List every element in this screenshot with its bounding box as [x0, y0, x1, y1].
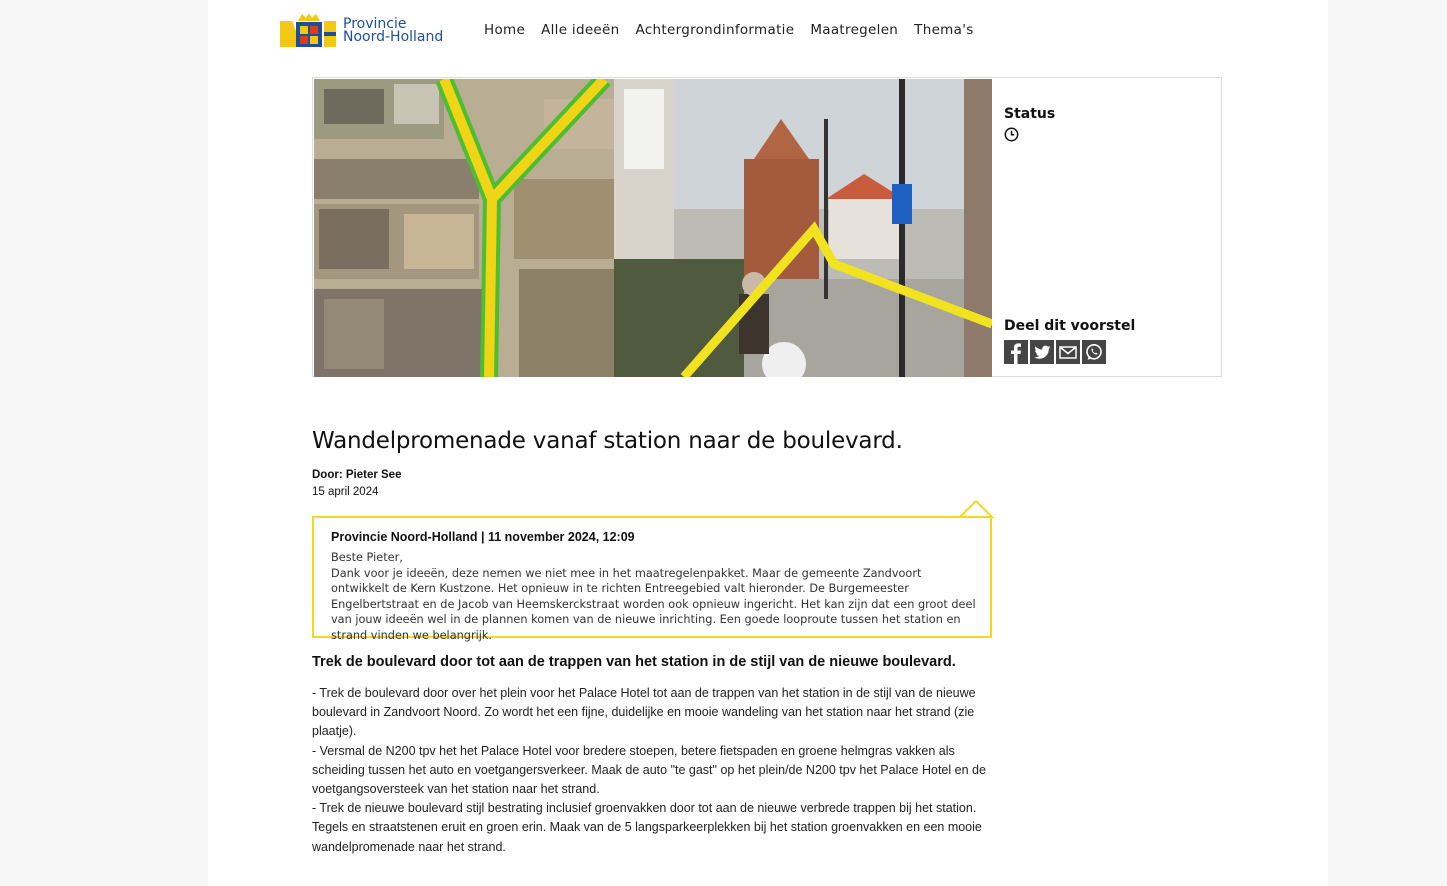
- clock-icon: [1004, 127, 1214, 147]
- proposal-paragraph-2: - Versmal de N200 tpv het het Palace Hotel voor bredere stoepen, betere fietspaden en groene helmgras vakken als scheiding tussen het auto en voetgangersverkeer. Maak de auto "te gast" op het plein/de N200 tpv het Palace Hotel en de voetgangsoversteek van het station naar het strand.: [312, 743, 986, 797]
- reply-box-notch: [958, 498, 994, 518]
- proposal-subtitle: Trek de boulevard door tot aan de trappen van het station in de stijl van de nieuwe boulevard.: [312, 654, 956, 670]
- proposal-body: [312, 684, 998, 857]
- brand-line-2: Noord-Holland: [343, 29, 444, 45]
- proposal-paragraph-1: - Trek de boulevard door over het plein voor het Palace Hotel tot aan de trappen van het station in de stijl van de nieuwe boulevard in Zandvoort Noord. Zo wordt het een fijne, duidelijke en mooie wandeling van het station naar het strand (zie plaatje).: [312, 686, 976, 739]
- mail-icon[interactable]: [1056, 340, 1080, 364]
- nav-home[interactable]: Home: [484, 22, 526, 38]
- brand-logo[interactable]: [280, 13, 450, 49]
- page: [208, 0, 1328, 886]
- province-coat-of-arms-icon: [280, 13, 338, 49]
- nav-alle-ideeen[interactable]: Alle ideeën: [541, 22, 620, 38]
- proposal-author: Door: Pieter See: [312, 469, 402, 481]
- share-buttons: [1004, 340, 1106, 364]
- status-block: [1004, 106, 1214, 147]
- official-reply-box: [312, 516, 992, 642]
- reply-text: Dank voor je ideeën, deze nemen we niet mee in het maatregelenpakket. Maar de gemeente Zandvoort ontwikkelt de Kern Kustzone. Het opnieuw in te richten Entreegebied valt hieronder. De Burgemeester Engelbertstraat en de Jacob van Heemskerckstraat worden ook opnieuw ingericht. Het kan zijn dat een groot deel van jouw ideeën wel in de plannen komen van de nieuwe inrichting. Een goede looproute tussen het station en strand vinden we belangrijk.: [331, 566, 976, 642]
- proposal-hero-card: [312, 77, 1222, 377]
- reply-body: [331, 550, 979, 643]
- nav-achtergrondinformatie[interactable]: Achtergrondinformatie: [635, 22, 795, 38]
- nav-maatregelen[interactable]: Maatregelen: [810, 22, 899, 38]
- main-nav: [484, 22, 974, 38]
- nav-themas[interactable]: Thema's: [914, 22, 974, 38]
- proposal-title: Wandelpromenade vanaf station naar de boulevard.: [312, 428, 903, 454]
- whatsapp-icon[interactable]: [1082, 340, 1106, 364]
- share-label: Deel dit voorstel: [1004, 318, 1136, 334]
- facebook-icon[interactable]: [1004, 340, 1028, 364]
- proposal-date: 15 april 2024: [312, 486, 379, 498]
- proposal-paragraph-3: - Trek de nieuwe boulevard stijl bestrating inclusief groenvakken door tot aan de nieuwe verbrede trappen bij het station. Tegels en straatstenen eruit en groen erin. Maak van de 5 langsparkeerplekken bij het station groenvakken en een mooie wandelpromenade naar het strand.: [312, 801, 982, 854]
- brand-line-1: Provincie: [343, 16, 407, 32]
- reply-header: Provincie Noord-Holland | 11 november 2024, 12:09: [331, 530, 635, 544]
- proposal-image: [314, 79, 992, 377]
- twitter-icon[interactable]: [1030, 340, 1054, 364]
- status-label: Status: [1004, 106, 1056, 122]
- brand-name: [343, 18, 443, 44]
- reply-greeting: Beste Pieter,: [331, 551, 403, 564]
